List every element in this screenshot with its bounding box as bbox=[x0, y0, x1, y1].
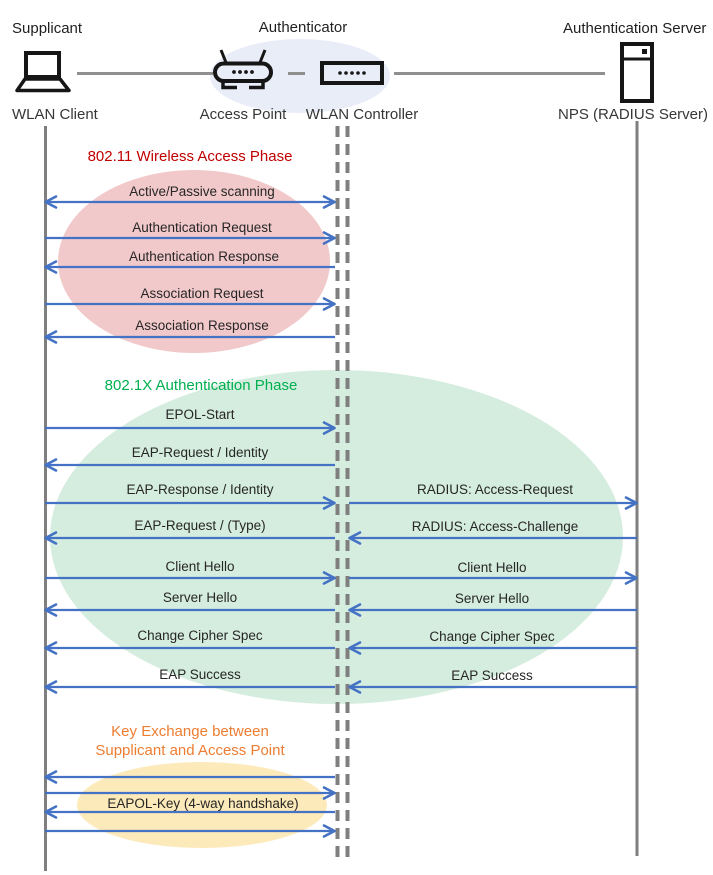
message-label: Client Hello bbox=[165, 559, 235, 574]
supplicant-role-label: Supplicant bbox=[12, 20, 83, 37]
wlan-client-label: WLAN Client bbox=[12, 106, 98, 123]
wlan-controller-label: WLAN Controller bbox=[305, 106, 419, 123]
message-label: RADIUS: Access-Challenge bbox=[411, 519, 579, 534]
message-label: Authentication Request bbox=[132, 220, 272, 235]
message-label: Server Hello bbox=[162, 590, 238, 605]
message-label: Active/Passive scanning bbox=[129, 184, 275, 199]
message-label: EAP-Request / Identity bbox=[131, 445, 269, 460]
nps-radius-server-label: NPS (RADIUS Server) bbox=[557, 106, 709, 123]
message-label: Client Hello bbox=[457, 560, 527, 575]
authenticator-role-label: Authenticator bbox=[258, 19, 348, 36]
phase3-title-line2: Supplicant and Access Point bbox=[95, 742, 285, 759]
message-label: EAP-Response / Identity bbox=[126, 482, 274, 497]
message-label: Association Response bbox=[135, 318, 269, 333]
message-label: Change Cipher Spec bbox=[137, 628, 263, 643]
message-label: EPOL-Start bbox=[165, 407, 235, 422]
message-label: RADIUS: Access-Request bbox=[416, 482, 574, 497]
authentication-server-role-label: Authentication Server bbox=[563, 20, 707, 37]
message-label: EAP Success bbox=[451, 668, 533, 683]
phase1-title: 802.11 Wireless Access Phase bbox=[87, 148, 293, 165]
message-label: Association Request bbox=[140, 286, 264, 301]
message-label: EAP Success bbox=[159, 667, 241, 682]
message-label: EAPOL-Key (4-way handshake) bbox=[107, 796, 299, 811]
message-label: Server Hello bbox=[454, 591, 530, 606]
message-label: Authentication Response bbox=[128, 249, 280, 264]
phase2-title: 802.1X Authentication Phase bbox=[104, 377, 298, 394]
access-point-label: Access Point bbox=[199, 106, 287, 123]
phase3-title-line1: Key Exchange between bbox=[111, 723, 269, 740]
message-label: EAP-Request / (Type) bbox=[134, 518, 266, 533]
message-label: Change Cipher Spec bbox=[429, 629, 555, 644]
